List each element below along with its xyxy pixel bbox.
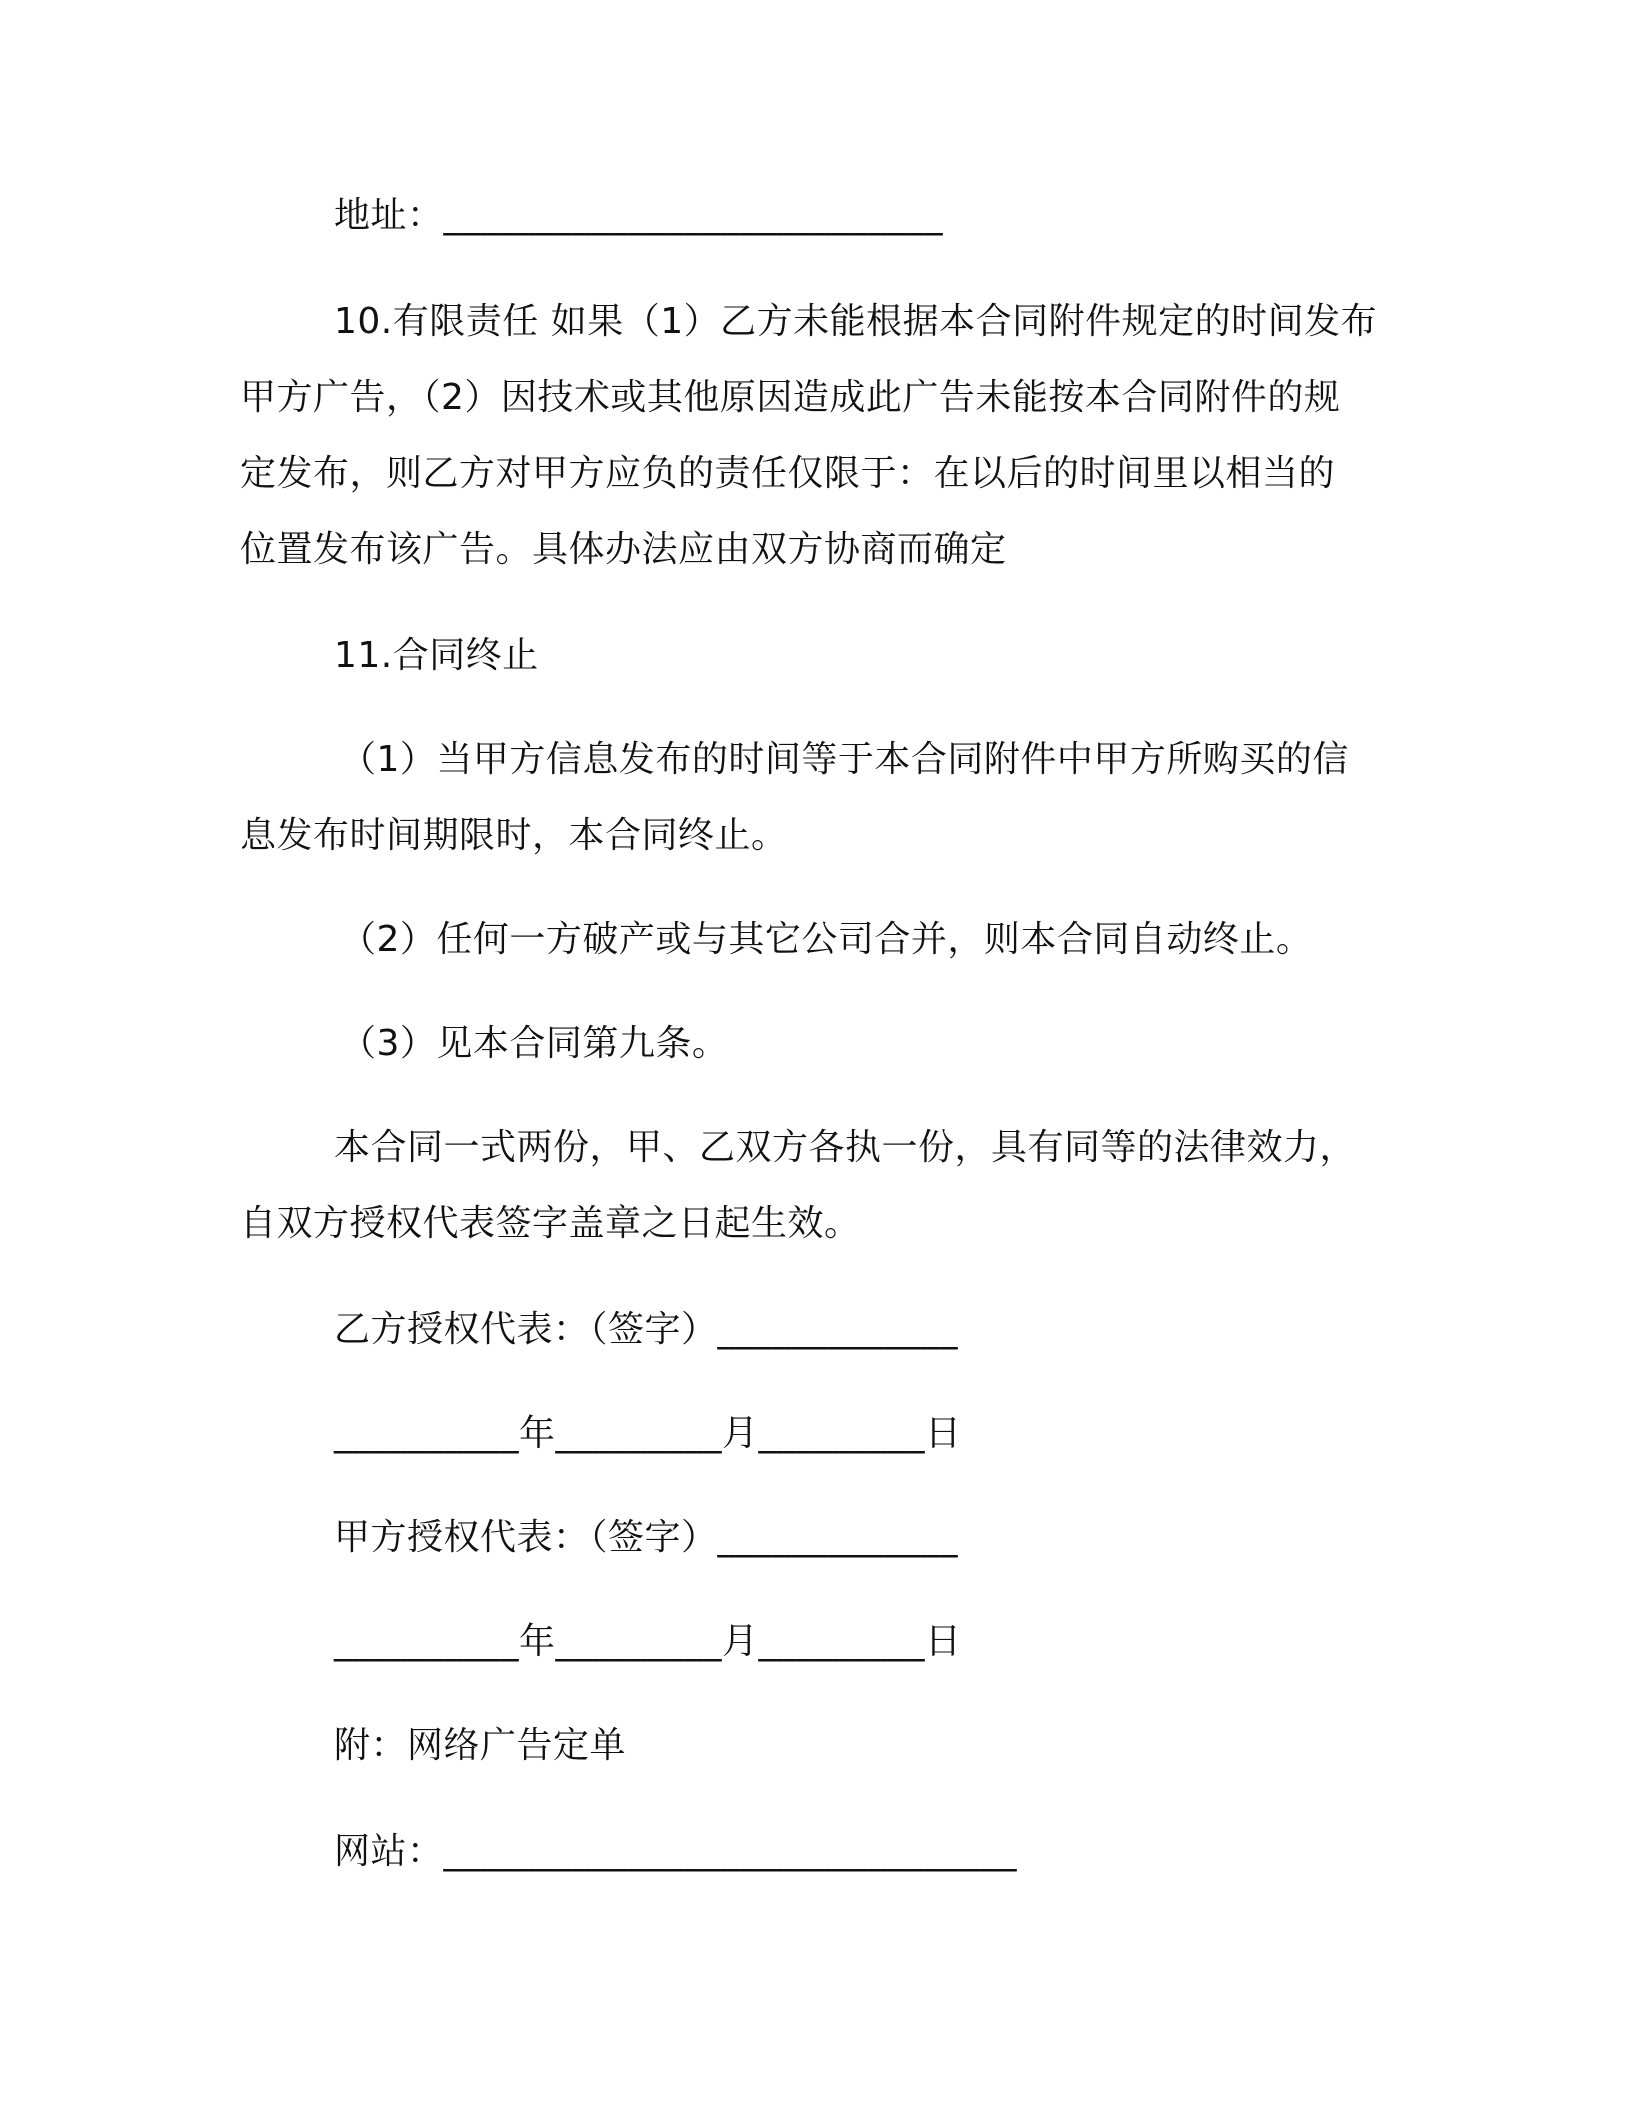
clause-10-line-3: 定发布，则乙方对甲方应负的责任仅限于：在以后的时间里以相当的: [240, 453, 1336, 494]
attachment-line: 附：网络广告定单: [334, 1725, 627, 1766]
party-b-signature-line: 乙方授权代表：（签字）_____________: [334, 1309, 959, 1350]
clause-11-item-2: （2）任何一方破产或与其它公司合并，则本合同自动终止。: [340, 919, 1313, 960]
clause-11-item-3: （3）见本合同第九条。: [340, 1023, 729, 1064]
clause-11-item-1-line-1: （1）当甲方信息发布的时间等于本合同附件中甲方所购买的信: [340, 739, 1349, 780]
clause-10-line-4: 位置发布该广告。具体办法应由双方协商而确定: [240, 529, 1007, 570]
clause-11-item-1-line-2: 息发布时间期限时，本合同终止。: [240, 815, 788, 856]
clause-11-heading: 11.合同终止: [334, 635, 539, 676]
clause-10-line-2: 甲方广告，（2）因技术或其他原因造成此广告未能按本合同附件的规: [240, 377, 1341, 418]
clause-10-line-1: 10.有限责任 如果（1）乙方未能根据本合同附件规定的时间发布: [334, 301, 1378, 342]
website-line: 网站：_______________________________: [334, 1831, 1018, 1872]
validity-line-1: 本合同一式两份，甲、乙双方各执一份，具有同等的法律效力，: [334, 1127, 1357, 1168]
party-a-date-line: __________年_________月_________日: [334, 1621, 962, 1662]
party-a-signature-line: 甲方授权代表：（签字）_____________: [334, 1517, 959, 1558]
party-b-date-line: __________年_________月_________日: [334, 1413, 962, 1454]
validity-line-2: 自双方授权代表签字盖章之日起生效。: [240, 1203, 861, 1244]
address-line: 地址：___________________________: [334, 195, 944, 236]
